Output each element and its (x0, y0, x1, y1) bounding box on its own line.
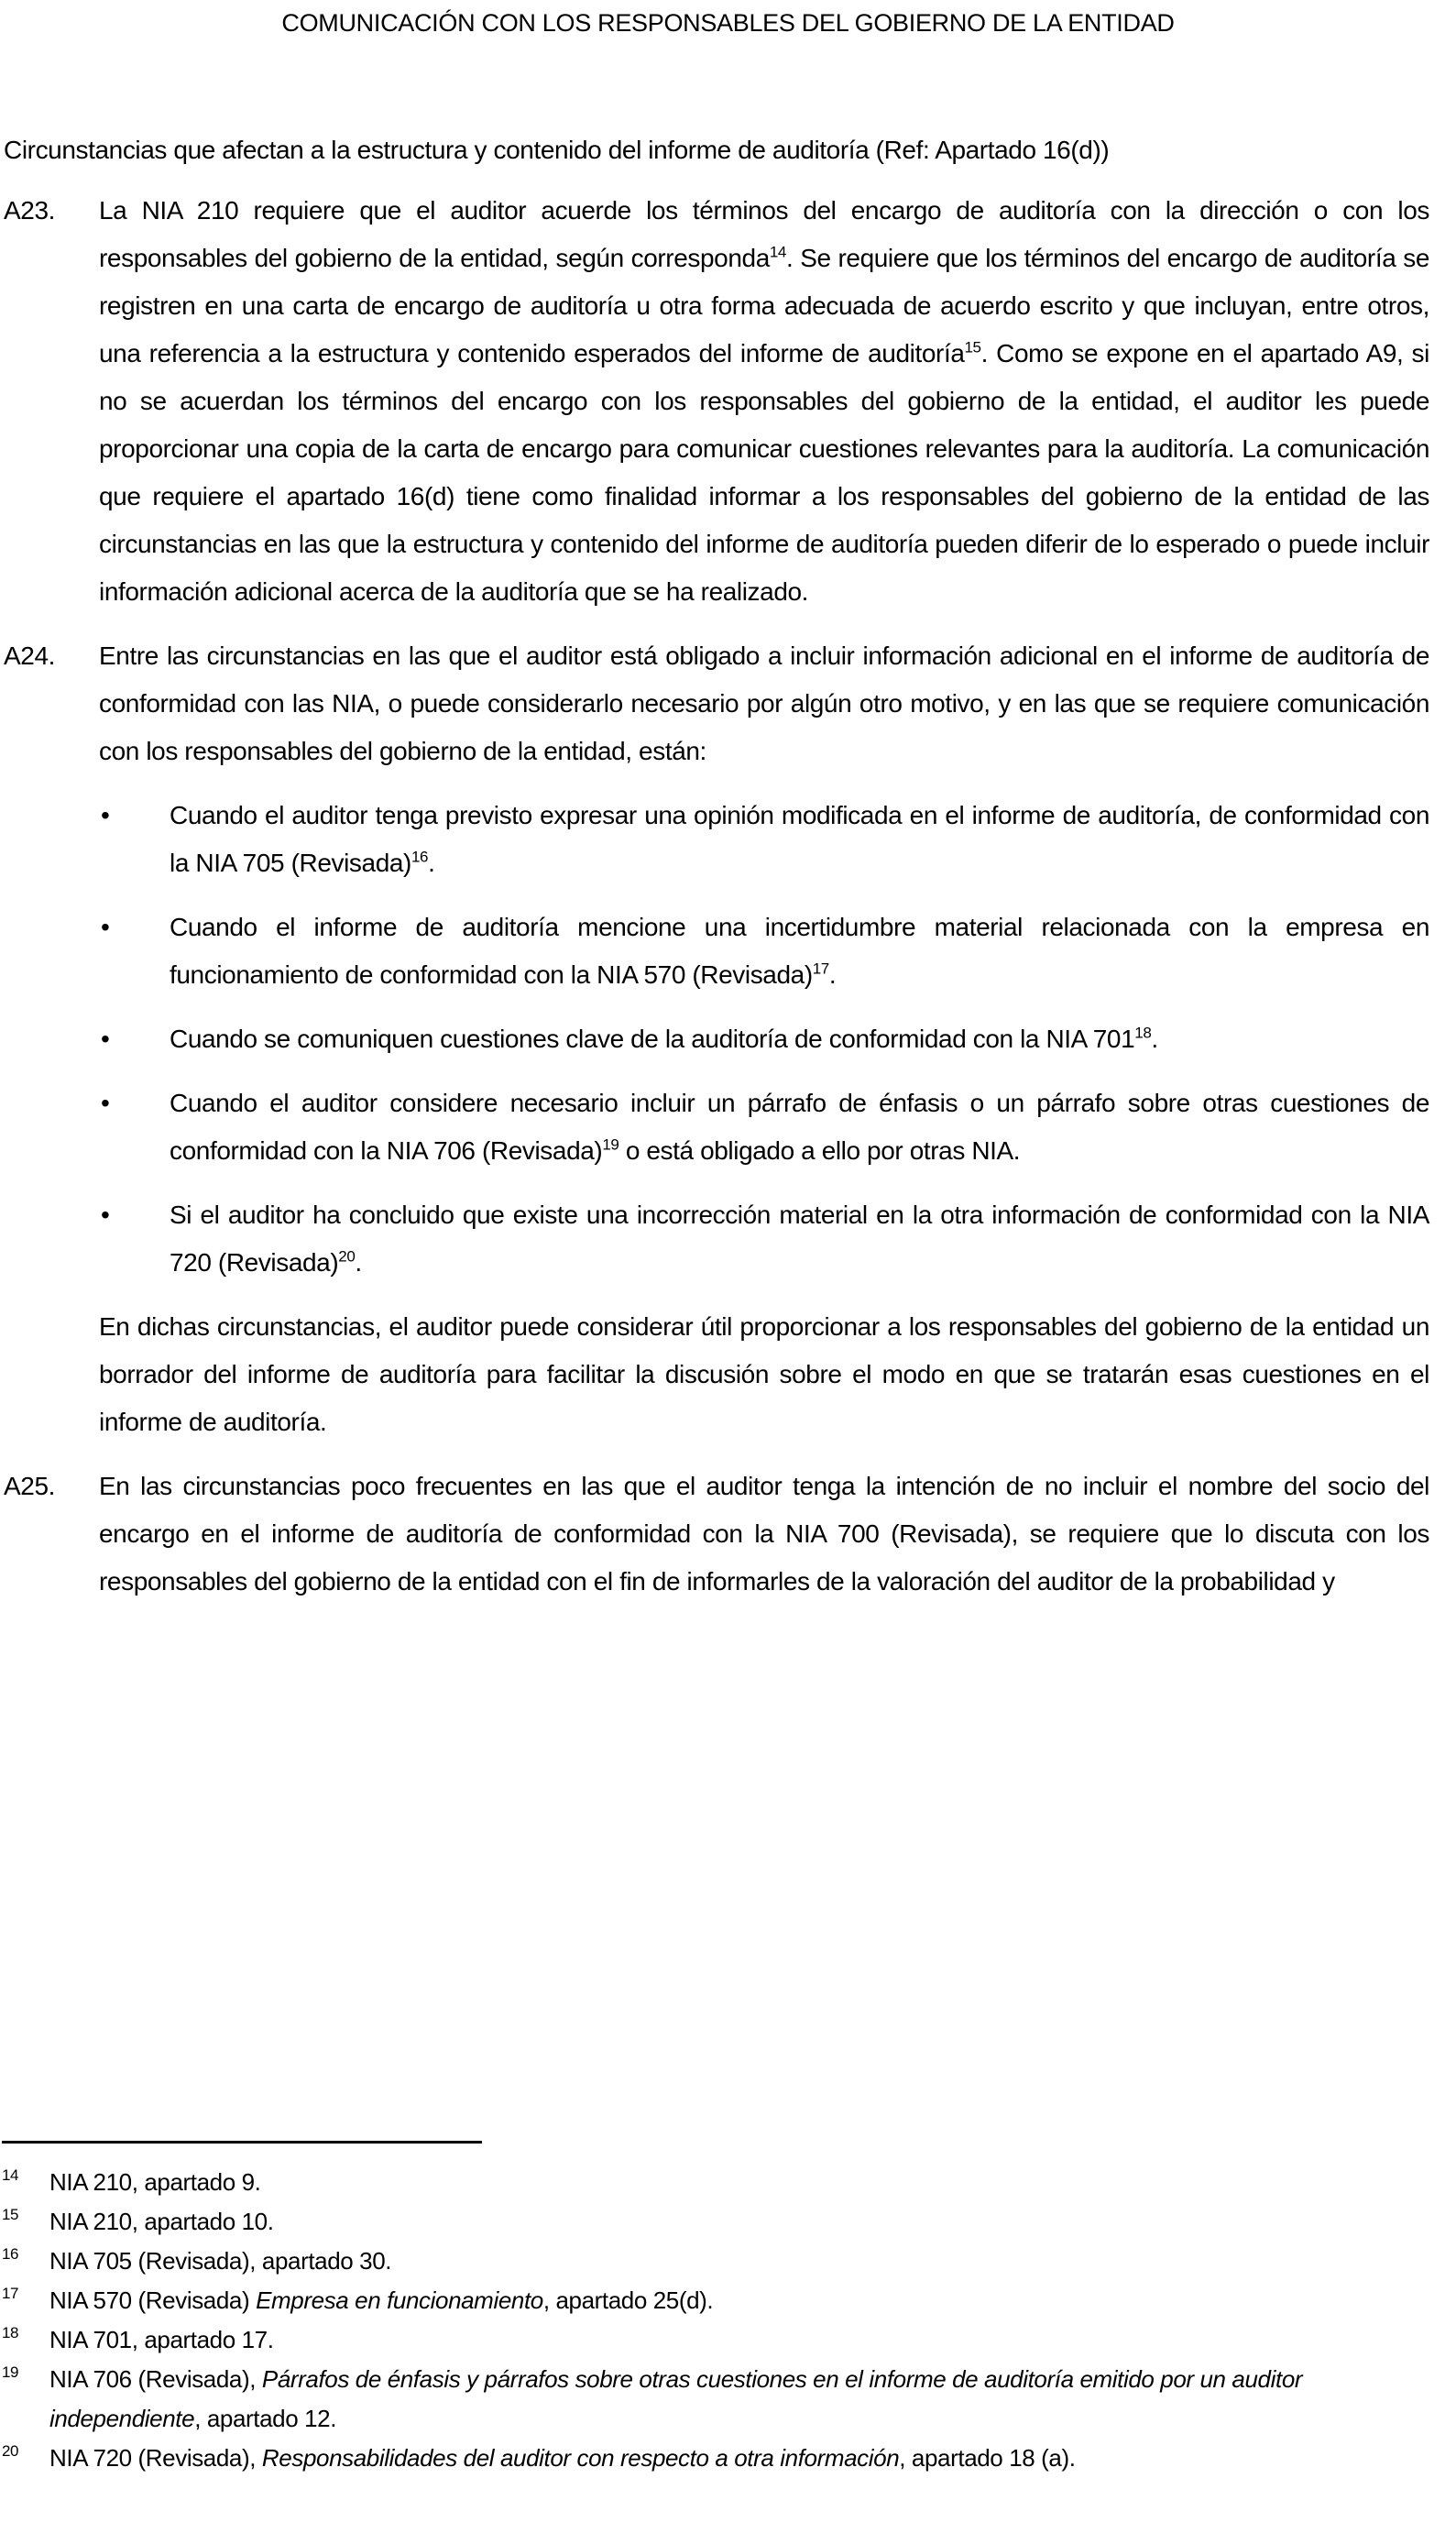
paragraph-number: A25. (4, 1472, 55, 1500)
footnote-number: 17 (2, 2285, 19, 2302)
footnote-text: , apartado 12. (194, 2405, 337, 2432)
footnote-number: 19 (2, 2363, 19, 2381)
list-item (99, 1015, 1429, 1063)
bullet-icon: • (101, 801, 110, 829)
list-item-text: Cuando el auditor tenga previsto expresar una opinión modificada en el informe de auditoría, de conformidad con la NIA 705 (Revisada) (170, 801, 1429, 877)
footnote-number: 20 (2, 2442, 19, 2460)
paragraph-text: En las circunstancias poco frecuentes en las que el auditor tenga la intención de no incluir el nombre del socio del encargo en el informe de auditoría de conformidad con la NIA 700 (Revisada), se requiere que lo discuta con los responsables del gobierno de la entidad con el fin de informarles de la valoración del auditor de la probabilidad y (99, 1472, 1429, 1595)
bullet-icon: • (101, 913, 110, 941)
footnotes (2, 2163, 1428, 2478)
paragraph-a24-continuation: En dichas circunstancias, el auditor puede considerar útil proporcionar a los responsables del gobierno de la entidad un borrador del informe de auditoría para facilitar la discusión sobre el modo en que se tratarán esas cuestiones en el informe de auditoría. (99, 1312, 1429, 1436)
footnote (2, 2281, 1428, 2320)
list-item-text: . (428, 849, 435, 877)
footnote-text: NIA 210, apartado 9. (49, 2168, 261, 2196)
paragraph-number: A23. (4, 196, 55, 225)
footnote-text: NIA 210, apartado 10. (49, 2208, 274, 2235)
footnote-title: Párrafos de énfasis y párrafos sobre otras cuestiones en el informe de auditoría emitido por un auditor independiente (49, 2365, 1303, 2432)
footnote-number: 16 (2, 2245, 19, 2263)
footnote-ref[interactable]: 15 (964, 338, 981, 356)
list-item (99, 1191, 1429, 1287)
bullet-icon: • (101, 1089, 110, 1117)
footnote-text: NIA 720 (Revisada), (49, 2444, 262, 2472)
footnote-number: 14 (2, 2166, 19, 2184)
list-item (99, 792, 1429, 887)
list-item-text: o está obligado a ello por otras NIA. (619, 1136, 1021, 1165)
list-item (99, 1080, 1429, 1175)
list-item-text: . (1151, 1025, 1158, 1053)
footnote (2, 2360, 1428, 2439)
footnote (2, 2320, 1428, 2360)
paragraph-text: . Se requiere que los términos del encargo de auditoría se registren en una carta de encargo de auditoría u otra forma adecuada de acuerdo escrito y que incluyan, entre otros, una referencia a la estructura y contenido esperados del informe de auditoría (99, 244, 1430, 367)
paragraph-number: A24. (4, 641, 55, 670)
list-item (99, 904, 1429, 999)
footnote-text: NIA 570 (Revisada) (49, 2286, 257, 2314)
footnote-text: , apartado 18 (a). (899, 2444, 1076, 2472)
paragraph-a23 (4, 187, 1429, 616)
list-item-text: Cuando el auditor considere necesario incluir un párrafo de énfasis o un párrafo sobre otras cuestiones de conformidad con la NIA 706 (Revisada) (170, 1089, 1429, 1165)
footnote-text: NIA 706 (Revisada), (49, 2365, 262, 2393)
footnote-ref[interactable]: 18 (1134, 1024, 1152, 1042)
list-item-text: Cuando el informe de auditoría mencione una incertidumbre material relacionada con la empresa en funcionamiento de conformidad con la NIA 570 (Revisada) (170, 913, 1429, 989)
footnote-ref[interactable]: 14 (769, 243, 786, 261)
document-body (4, 126, 1429, 1622)
footnote-ref[interactable]: 19 (602, 1135, 619, 1154)
paragraph-text: Entre las circunstancias en las que el auditor está obligado a incluir información adicional en el informe de auditoría de conformidad con las NIA, o puede considerarlo necesario por algún otro motivo, y en las que se requiere comunicación con los responsables del gobierno de la entidad, están: (99, 641, 1429, 765)
running-header: COMUNICACIÓN CON LOS RESPONSABLES DEL GOBIERNO DE LA ENTIDAD (281, 9, 1175, 37)
paragraph-text: La NIA 210 requiere que el auditor acuerde los términos del encargo de auditoría con la dirección o con los responsables del gobierno de la entidad, según corresponda (99, 196, 1429, 272)
footnote-text: , apartado 25(d). (542, 2286, 714, 2314)
footnote-ref[interactable]: 16 (411, 848, 429, 866)
footnote-title: Empresa en funcionamiento (256, 2286, 543, 2314)
footnote-ref[interactable]: 17 (812, 959, 829, 978)
paragraph-a25 (4, 1463, 1429, 1606)
footnote (2, 2202, 1428, 2242)
footnote (2, 2242, 1428, 2281)
list-item-text: . (355, 1248, 362, 1277)
footnote (2, 2163, 1428, 2202)
bullet-icon: • (101, 1201, 110, 1229)
list-item-text: Cuando se comuniquen cuestiones clave de la auditoría de conformidad con la NIA 701 (170, 1025, 1135, 1053)
list-item-text: Si el auditor ha concluido que existe una incorrección material en la otra información de conformidad con la NIA 720 (Revisada) (170, 1201, 1429, 1277)
footnote-separator (2, 2141, 482, 2144)
footnote-ref[interactable]: 20 (338, 1247, 356, 1266)
footnote (2, 2439, 1428, 2478)
footnote-text: NIA 701, apartado 17. (49, 2326, 274, 2353)
paragraph-a24 (4, 632, 1429, 775)
section-subtitle: Circunstancias que afectan a la estructura y contenido del informe de auditoría (Ref: Apartado 16(d)) (4, 136, 1110, 164)
bullet-icon: • (101, 1025, 110, 1053)
footnote-title: Responsabilidades del auditor con respecto a otra información (261, 2444, 900, 2472)
paragraph-text: . Como se expone en el apartado A9, si no se acuerdan los términos del encargo con los responsables del gobierno de la entidad, el auditor les puede proporcionar una copia de la carta de encargo para comunicar cuestiones relevantes para la auditoría. La comunicación que requiere el apartado 16(d) tiene como finalidad informar a los responsables del gobierno de la entidad de las circunstancias en las que la estructura y contenido del informe de auditoría pueden diferir de lo esperado o puede incluir información adicional acerca de la auditoría que se ha realizado. (99, 339, 1429, 606)
bullet-list (4, 792, 1429, 1287)
footnote-number: 15 (2, 2206, 19, 2223)
footnote-text: NIA 705 (Revisada), apartado 30. (49, 2247, 392, 2275)
list-item-text: . (828, 960, 837, 989)
footnote-number: 18 (2, 2324, 19, 2341)
